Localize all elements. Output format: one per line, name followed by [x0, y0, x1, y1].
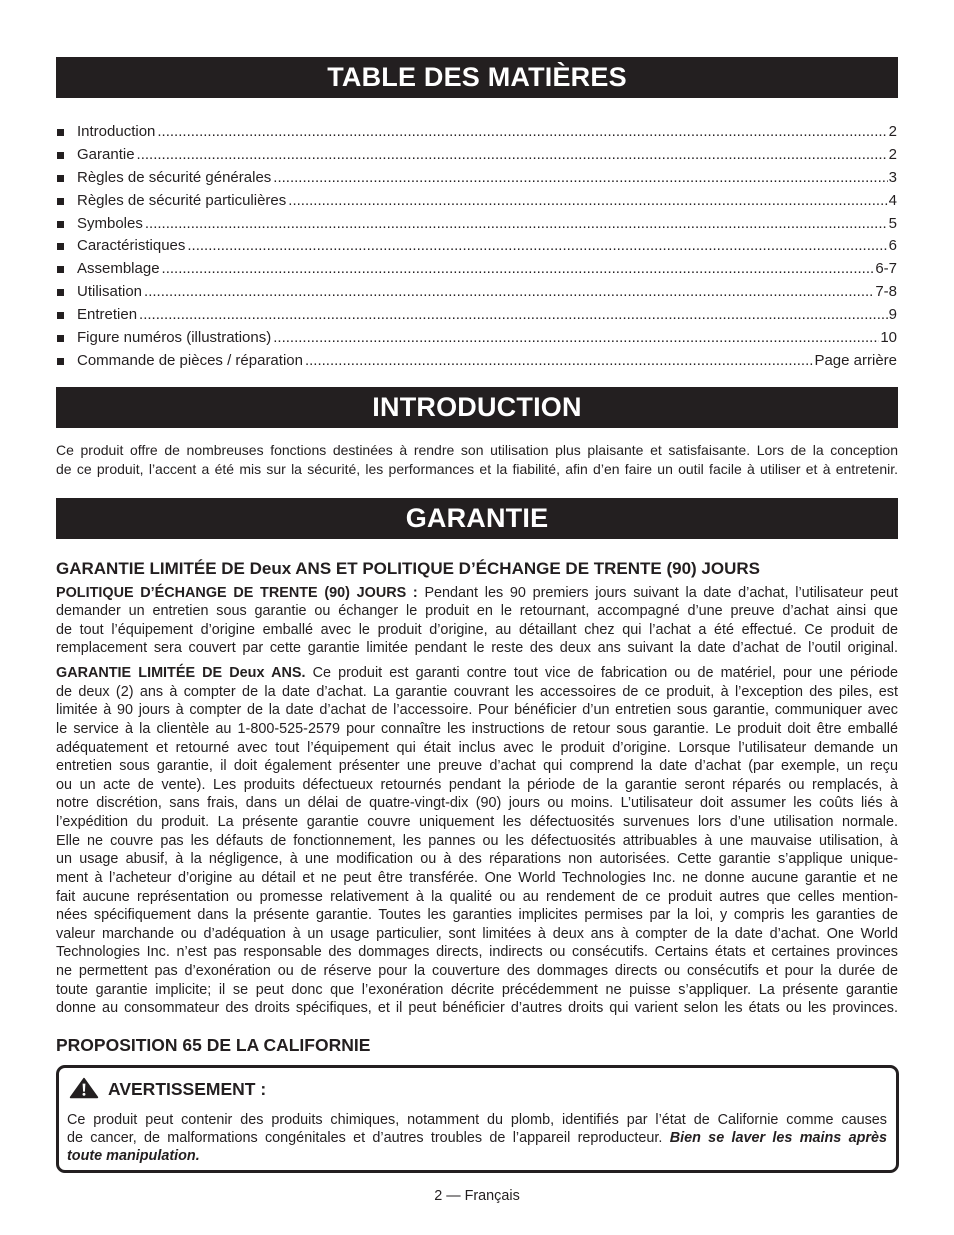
intro-line: de ce produit, l’accent a été mis sur la sécurité, les performances et la fiabilité, afin d’en faire un outil facile à utiliser et à entretenir. [56, 460, 898, 477]
toc-item-label: Symboles [77, 214, 143, 232]
toc-item-page: 3 [888, 168, 897, 186]
limited-warranty-line: valeur marchande ou d’adéquation à un usage particulier, sont limitées à deux ans à compter de la date d’achat. One World [56, 925, 898, 942]
limited-warranty-line: Technologies Inc. n’est pas responsable des dommages directs, indirects ou consécutifs. Certains états et certaines provinces [56, 944, 898, 961]
dot-leader [145, 213, 888, 236]
toc-item-page: 9 [888, 306, 897, 324]
dot-leader [273, 167, 887, 190]
limited-warranty-line: de deux (2) ans à compter de la date d’achat. La garantie couvrant les accessoires de ce produit, à l’exception des piles, est [56, 683, 898, 700]
limited-warranty-line: adéquatement et retourné avec tout l’équipement qui était inclus avec le produit d’origine. Lorsque l’utilisateur demande un [56, 739, 898, 756]
toc-item [56, 281, 897, 304]
warning-emphasis: toute manipulation. [67, 1148, 200, 1164]
limited-warranty-line: nées spécifiquement dans la présente garantie. Toutes les garanties implicites permises par la loi, y compris les garanties de [56, 907, 898, 924]
toc-item-page: Page arrière [814, 351, 897, 369]
limited-warranty-line: ne permettent pas d’exonération ou de réserve pour la couverture des dommages directs ou consécutifs et pour la durée de [56, 963, 898, 979]
exchange-policy-line [56, 584, 898, 602]
toc-item [56, 327, 897, 350]
toc-title-banner: TABLE DES MATIÈRES [56, 57, 898, 98]
square-bullet-icon [57, 152, 64, 159]
toc-item-page: 6-7 [875, 260, 897, 278]
limited-warranty-line: limitée à 90 jours à compter de la date d’achat de l’accessoire. Pour bénéficier d’un entretien sous garantie, communiquer avec [56, 702, 898, 719]
toc-item [56, 258, 897, 281]
square-bullet-icon [57, 129, 64, 136]
dot-leader [139, 304, 888, 327]
square-bullet-icon [57, 335, 64, 342]
intro-line: Ce produit offre de nombreuses fonctions destinées à rendre son utilisation plus plaisante et satisfaisante. Lors de la conception [56, 442, 898, 458]
toc-item [56, 121, 897, 144]
toc-item [56, 304, 897, 327]
exchange-policy-lead: POLITIQUE D’ÉCHANGE DE TRENTE (90) JOURS : [56, 585, 418, 601]
exchange-policy-line: de tout l’équipement d’origine emballé avec le produit d’origine, au détaillant chez qui l’achat a été effectué. Ce produit de [56, 621, 898, 638]
warranty-heading: GARANTIE LIMITÉE DE Deux ANS ET POLITIQUE D’ÉCHANGE DE TRENTE (90) JOURS [56, 559, 760, 578]
warning-label: AVERTISSEMENT : [108, 1079, 267, 1099]
limited-warranty-paragraph [56, 664, 898, 1018]
table-of-contents [56, 121, 897, 373]
toc-item-label: Règles de sécurité générales [77, 168, 272, 186]
toc-item [56, 235, 897, 258]
warning-emphasis: Bien se laver les mains après [669, 1130, 887, 1146]
introduction-title-banner: INTRODUCTION [56, 387, 898, 428]
square-bullet-icon [57, 243, 64, 250]
warning-text [67, 1111, 887, 1165]
limited-warranty-line: notre discrétion, sans frais, dans un délai de quatre-vingt-dix (90) jours ou moins. L’utilisateur doit assumer les coûts liés à [56, 795, 898, 812]
toc-item-page: 7-8 [875, 283, 897, 301]
toc-item [56, 167, 897, 190]
toc-item-label: Commande de pièces / réparation [77, 351, 303, 369]
limited-warranty-line [56, 664, 898, 683]
dot-leader [288, 190, 887, 213]
dot-leader [305, 350, 813, 373]
toc-item-label: Règles de sécurité particulières [77, 191, 287, 209]
limited-warranty-line: ment à l’acheteur d’origine au détail et ne peut être transférée. One World Technologies Inc. ne donne aucune garantie et ne [56, 869, 898, 886]
toc-item-page: 5 [888, 214, 897, 232]
dot-leader [162, 258, 875, 281]
exchange-policy-paragraph [56, 584, 898, 658]
square-bullet-icon [57, 175, 64, 182]
exchange-policy-line: demander un entretien sous garantie ou échanger le produit en le retournant, accompagné d’une preuve d’achat ainsi que [56, 603, 898, 620]
warning-box [56, 1065, 899, 1173]
toc-item-page: 2 [888, 145, 897, 163]
toc-item-label: Caractéristiques [77, 237, 186, 255]
limited-warranty-text: Ce produit est garanti contre tout vice de fabrication ou de matériel, pour une période [312, 665, 899, 681]
toc-item-label: Figure numéros (illustrations) [77, 329, 272, 347]
square-bullet-icon [57, 358, 64, 365]
limited-warranty-line: fait aucune représentation ou promesse relativement à la qualité ou au rendement de ce produit autres que celles mention- [56, 888, 898, 905]
square-bullet-icon [57, 198, 64, 205]
toc-item [56, 190, 897, 213]
dot-leader [144, 281, 874, 304]
exchange-policy-line: remplacement sera couvert par cette garantie limitée pendant le reste des deux ans suivant la date d’achat de l’outil original. [56, 640, 898, 657]
prop65-heading: PROPOSITION 65 DE LA CALIFORNIE [56, 1035, 371, 1055]
toc-item-label: Utilisation [77, 283, 143, 301]
square-bullet-icon [57, 289, 64, 296]
dot-leader [157, 121, 887, 144]
toc-item [56, 213, 897, 236]
toc-item-label: Entretien [77, 306, 138, 324]
toc-item-label: Introduction [77, 123, 156, 140]
warning-triangle-icon [69, 1077, 99, 1099]
square-bullet-icon [57, 312, 64, 319]
dot-leader [137, 144, 888, 167]
toc-item-page: 10 [880, 329, 897, 347]
dot-leader [273, 327, 879, 350]
limited-warranty-line: donne au consommateur des droits spécifiques, et il peut bénéficier d’autres droits qui varient selon les états ou les provinces. [56, 1000, 898, 1017]
limited-warranty-line: un usage abusif, à la négligence, à une modification ou à des réparations non autorisées. Cette garantie s’applique unique- [56, 851, 898, 868]
toc-item-label: Garantie [77, 145, 135, 163]
square-bullet-icon [57, 266, 64, 273]
warning-line [67, 1147, 887, 1165]
limited-warranty-line: Elle ne couvre pas les défauts de fonctionnement, les pannes ou les défectuosités attribuables à une mauvaise utilisation, à [56, 832, 898, 849]
garantie-title-banner: GARANTIE [56, 498, 898, 539]
toc-item-page: 4 [888, 191, 897, 209]
warning-line-text: de cancer, de malformations congénitales et d’autres troubles de l’appareil reproducteur. [67, 1130, 663, 1146]
toc-item-page: 2 [888, 123, 897, 140]
toc-item-page: 6 [888, 237, 897, 255]
limited-warranty-line: entretien sous garantie, il doit également présenter une preuve d’achat qui comprend la date d’achat (par exemple, un reçu [56, 758, 898, 775]
introduction-paragraph [56, 441, 898, 478]
limited-warranty-lead: GARANTIE LIMITÉE DE Deux ANS. [56, 665, 306, 681]
limited-warranty-line: le service à la clientèle au 1-800-525-2579 pour connaître les instructions de retour sous garantie. Le produit doit être emballé [56, 720, 898, 737]
toc-item [56, 144, 897, 167]
exchange-policy-text: Pendant les 90 premiers jours suivant la date d’achat, l’utilisateur peut [424, 585, 898, 601]
dot-leader [187, 235, 887, 258]
limited-warranty-line: ou un acte de vente). Les produits défectueux retournés pendant la période de la garantie seront réparés ou remplacés, à [56, 776, 898, 793]
warning-line [67, 1129, 887, 1147]
warning-line: Ce produit peut contenir des produits chimiques, notamment du plomb, identifiés par l’état de Californie comme causes [67, 1112, 887, 1128]
toc-item-label: Assemblage [77, 260, 160, 278]
limited-warranty-line: l’expédition du produit. La présente garantie couvre uniquement les défectuosités survenues lors d’une utilisation normale. [56, 814, 898, 830]
toc-item [56, 350, 897, 373]
limited-warranty-line: toute garantie implicite; il se peut donc que l’exonération décrite précédemment ne puisse s’appliquer. La présente garantie [56, 981, 898, 998]
square-bullet-icon [57, 221, 64, 228]
page-footer: 2 — Français [434, 1188, 520, 1204]
